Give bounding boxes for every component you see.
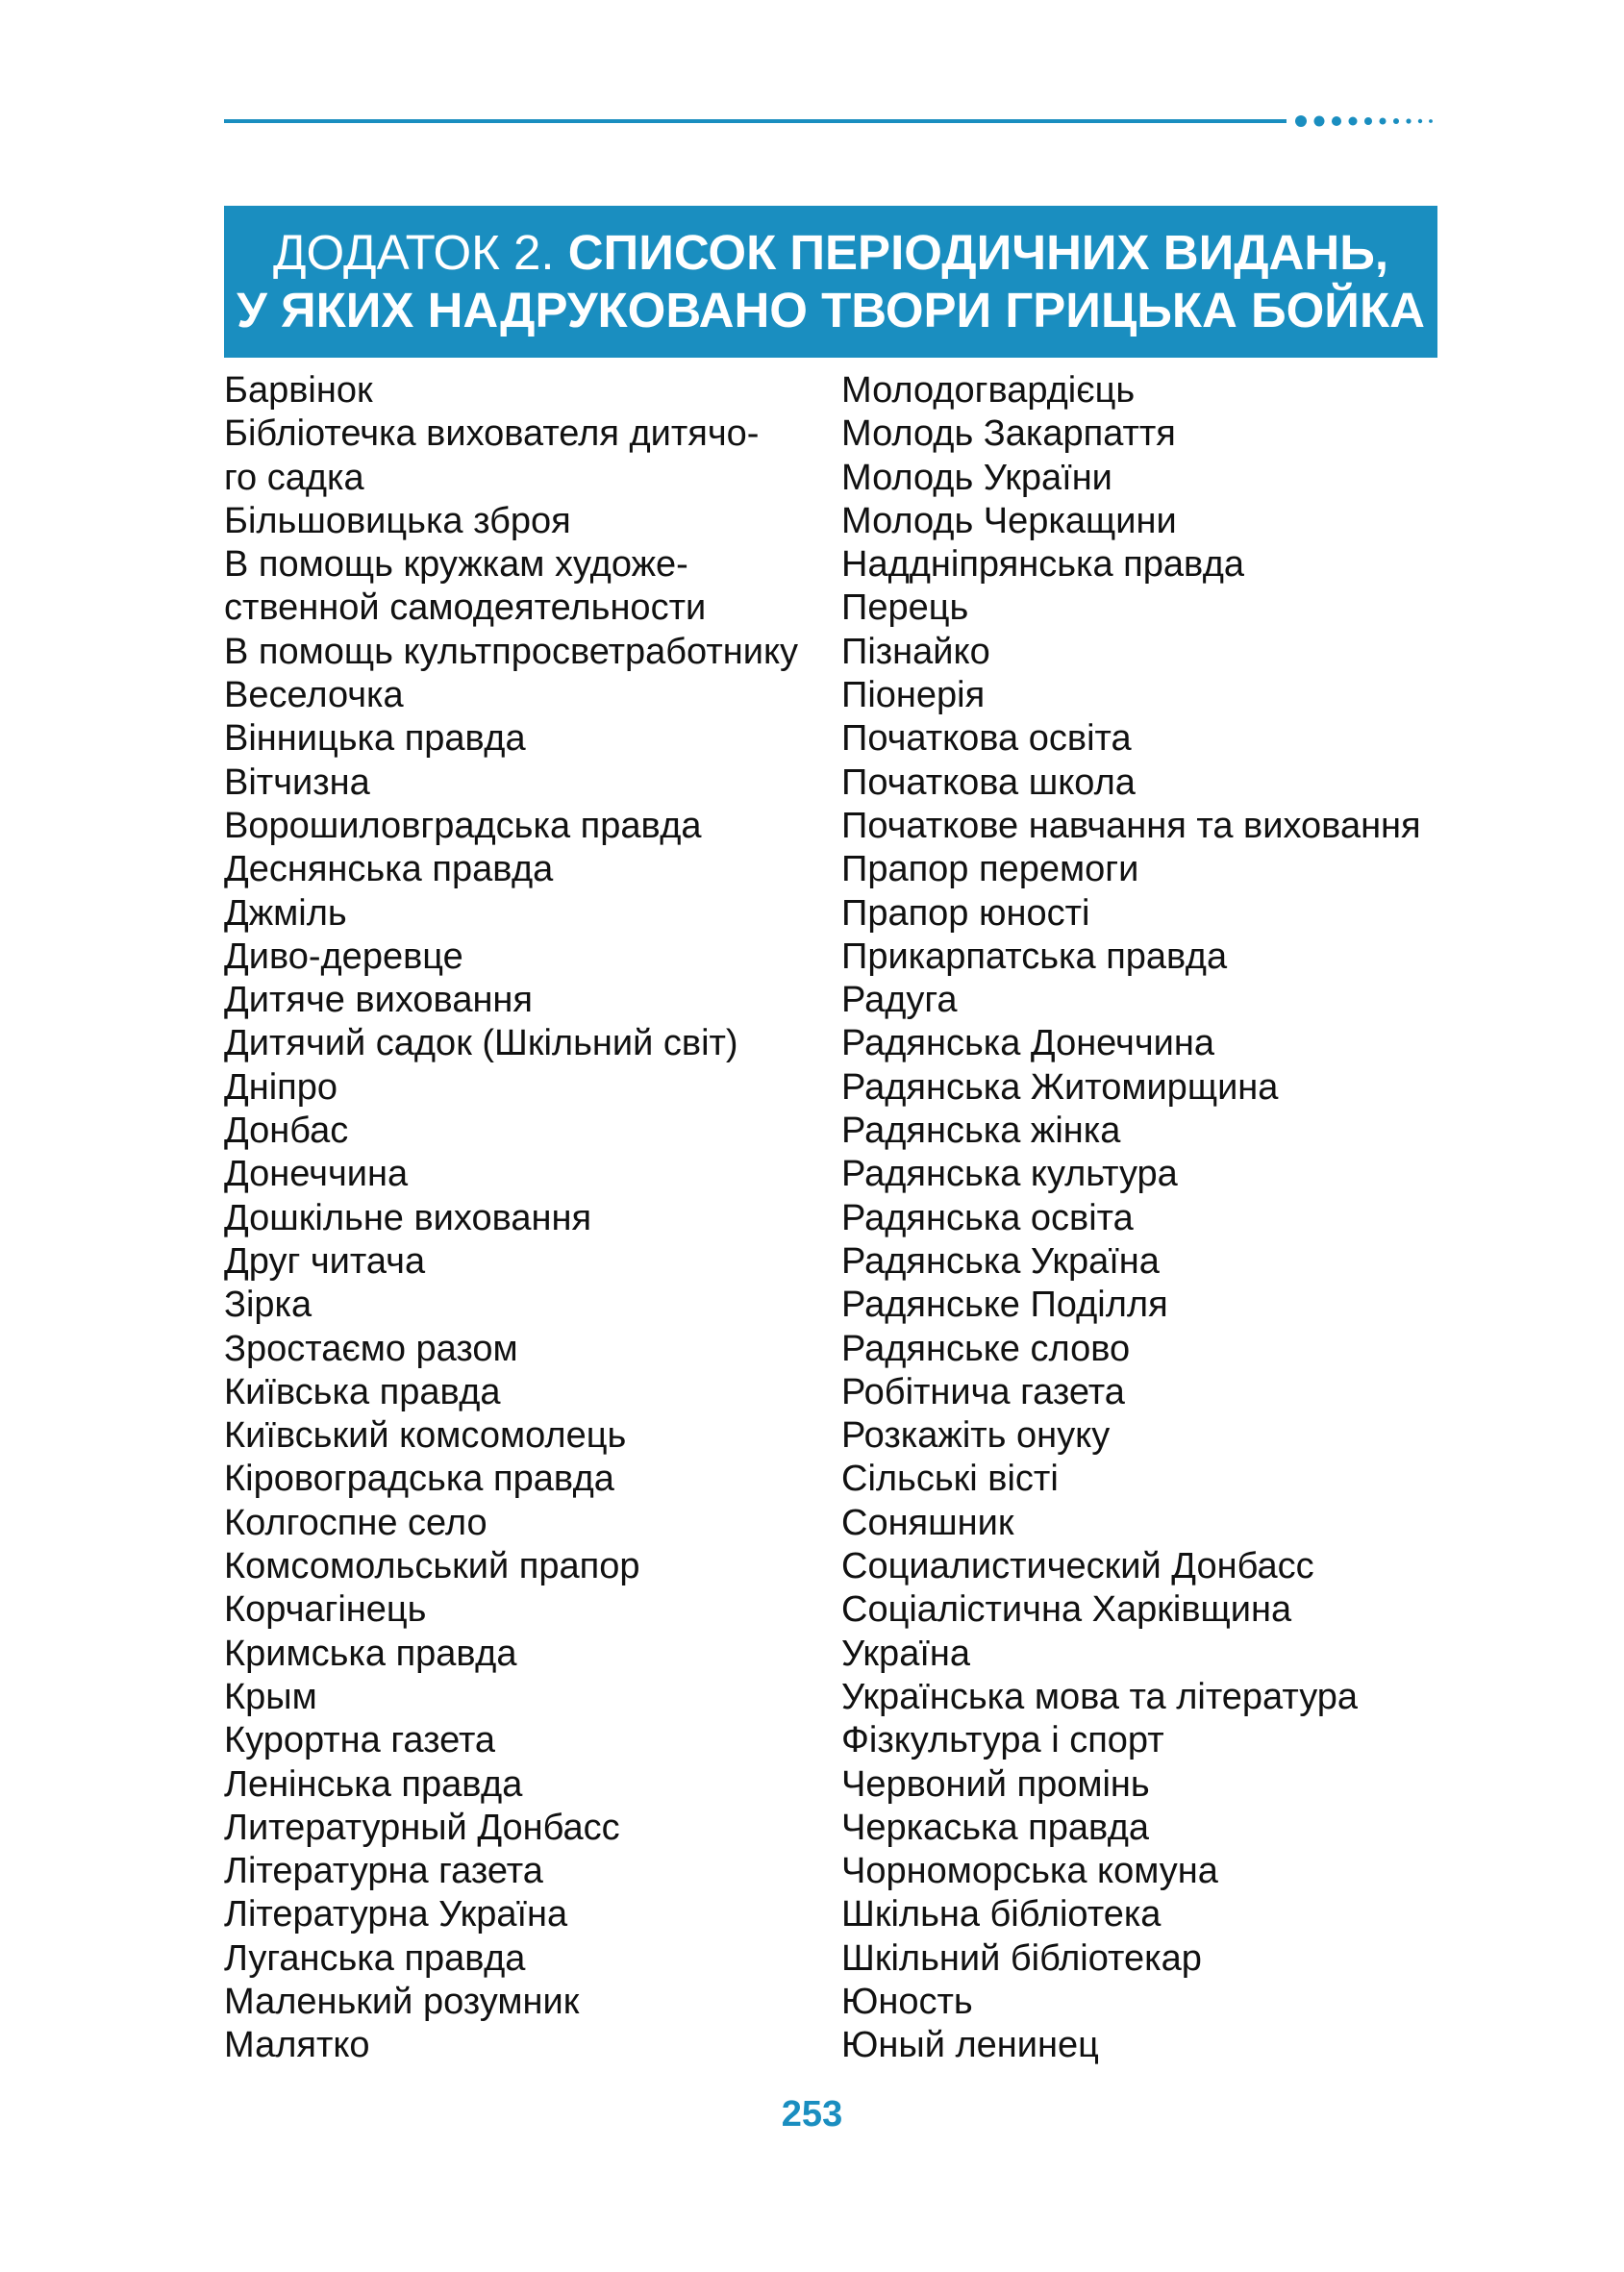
title-banner xyxy=(224,206,1437,358)
title-line-1 xyxy=(224,224,1437,282)
list-item: Радянське Поділля xyxy=(841,1285,1168,1326)
list-item: Друг читача xyxy=(224,1240,426,1282)
list-item: Крым xyxy=(224,1676,317,1717)
list-item: Прикарпатська правда xyxy=(841,936,1228,977)
page-number: 253 xyxy=(781,2094,843,2135)
title-line-2: У ЯКИХ НАДРУКОВАНО ТВОРИ ГРИЦЬКА БОЙКА xyxy=(237,283,1425,337)
list-item: Шкільний бібліотекар xyxy=(841,1937,1202,1979)
list-item: Київський комсомолець xyxy=(224,1415,627,1457)
list-item: Червоний промінь xyxy=(841,1763,1150,1805)
list-item: Соціалістична Харківщина xyxy=(841,1589,1292,1631)
list-item: Черкаська правда xyxy=(841,1807,1150,1848)
list-item: Радянська Житомирщина xyxy=(841,1066,1279,1108)
list-item: Молодь Черкащини xyxy=(841,500,1177,541)
list-item: Радянська Донеччина xyxy=(841,1023,1214,1064)
list-item: Фізкультура і спорт xyxy=(841,1720,1164,1761)
list-item: В помощь кружкам художе- xyxy=(224,544,688,586)
list-item: Молодь України xyxy=(841,457,1112,498)
title-prefix: ДОДАТОК 2. xyxy=(272,225,555,280)
list-item: Юность xyxy=(841,1981,973,2022)
list-item: Шкільна бібліотека xyxy=(841,1894,1162,1935)
list-item: Луганська правда xyxy=(224,1937,526,1979)
list-item: Малятко xyxy=(224,2025,370,2066)
list-item: Київська правда xyxy=(224,1371,501,1412)
list-item: Робітнича газета xyxy=(841,1371,1125,1412)
list-item: Радянська освіта xyxy=(841,1197,1134,1238)
list-item: Початкове навчання та виховання xyxy=(841,805,1421,846)
list-item: Молодогвардієць xyxy=(841,370,1136,411)
list-item: Пізнайко xyxy=(841,631,990,672)
list-item: ственной самодеятельности xyxy=(224,587,707,629)
list-item: Зростаємо разом xyxy=(224,1328,518,1369)
list-item: Прапор юності xyxy=(841,892,1090,934)
decorative-dots xyxy=(1293,113,1437,129)
list-item: Українська мова та література xyxy=(841,1676,1359,1717)
list-item: Літературна газета xyxy=(224,1851,543,1892)
list-item: Донеччина xyxy=(224,1154,409,1195)
list-item: Початкова освіта xyxy=(841,718,1132,760)
list-item: Піонерія xyxy=(841,675,986,716)
list-item: Дніпро xyxy=(224,1066,338,1108)
list-item: Вінницька правда xyxy=(224,718,526,760)
list-item: Бібліотечка вихователя дитячо- xyxy=(224,413,760,455)
list-item: Кіровоградська правда xyxy=(224,1459,614,1500)
title-main: СПИСОК ПЕРІОДИЧНИХ ВИДАНЬ, xyxy=(567,225,1389,280)
list-item: Більшовицька зброя xyxy=(224,500,571,541)
list-item: Ворошиловградська правда xyxy=(224,805,702,846)
list-item: Джміль xyxy=(224,892,347,934)
list-item: Веселочка xyxy=(224,675,404,716)
list-item: Корчагінець xyxy=(224,1589,427,1631)
left-column-list xyxy=(224,369,839,2068)
list-item: Радянська жінка xyxy=(841,1111,1121,1152)
list-item: го садка xyxy=(224,457,364,498)
list-item: Комсомольський прапор xyxy=(224,1546,640,1587)
list-item: Дитячий садок (Шкільний світ) xyxy=(224,1023,738,1064)
list-item: Дитяче виховання xyxy=(224,980,533,1021)
list-item: Ленінська правда xyxy=(224,1763,523,1805)
top-rule xyxy=(224,119,1287,123)
list-item: Вітчизна xyxy=(224,761,370,803)
list-item: Наддніпрянська правда xyxy=(841,544,1245,586)
list-item: Чорноморська комуна xyxy=(841,1851,1218,1892)
list-item: Радянська культура xyxy=(841,1154,1178,1195)
list-item: Литературный Донбасс xyxy=(224,1807,620,1848)
list-item: Сільські вісті xyxy=(841,1459,1059,1500)
list-item: Социалистический Донбасс xyxy=(841,1546,1314,1587)
list-item: Барвінок xyxy=(224,370,373,411)
list-item: Колгоспне село xyxy=(224,1502,487,1543)
list-item: Радуга xyxy=(841,980,958,1021)
list-item: Донбас xyxy=(224,1111,349,1152)
list-item: Зірка xyxy=(224,1285,312,1326)
list-item: Диво-деревце xyxy=(224,936,463,977)
list-item: В помощь культпросветработнику xyxy=(224,631,798,672)
right-column-list xyxy=(841,369,1437,2068)
list-item: Соняшник xyxy=(841,1502,1014,1543)
list-item: Початкова школа xyxy=(841,761,1136,803)
list-item: Дошкільне виховання xyxy=(224,1197,592,1238)
list-item: Кримська правда xyxy=(224,1633,517,1674)
list-item: Юный ленинец xyxy=(841,2025,1099,2066)
list-item: Перець xyxy=(841,587,969,629)
list-item: Молодь Закарпаття xyxy=(841,413,1176,455)
list-item: Літературна Україна xyxy=(224,1894,568,1935)
list-item: Курортна газета xyxy=(224,1720,496,1761)
list-item: Радянське слово xyxy=(841,1328,1131,1369)
list-item: Радянська Україна xyxy=(841,1240,1160,1282)
list-item: Прапор перемоги xyxy=(841,849,1139,890)
list-item: Деснянська правда xyxy=(224,849,554,890)
list-item: Розкажіть онуку xyxy=(841,1415,1111,1457)
list-item: Україна xyxy=(841,1633,971,1674)
list-item: Маленький розумник xyxy=(224,1981,580,2022)
